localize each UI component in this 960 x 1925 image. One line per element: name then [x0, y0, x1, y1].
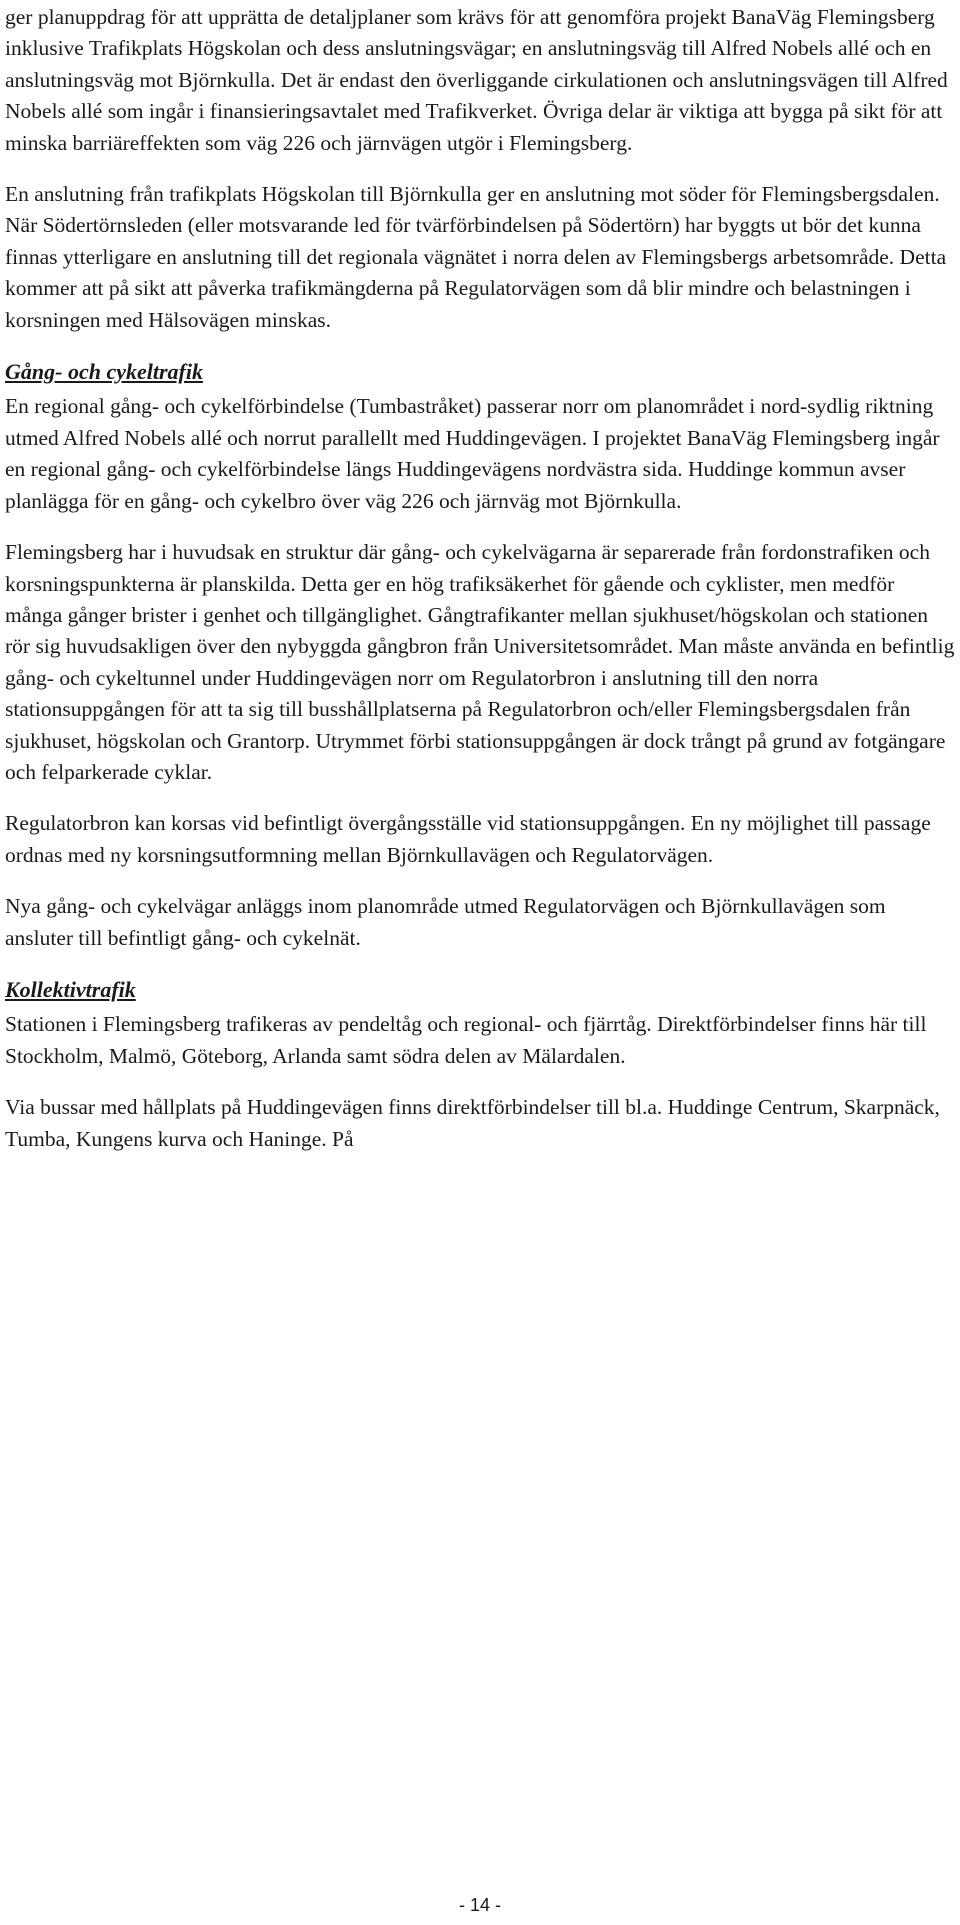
paragraph-tumbastraket: En regional gång- och cykelförbindelse (Tumbastråket) passerar norr om planområdet i nord-sydlig riktning utmed Alfred Nobels allé och norrut parallellt med Huddingevägen. I projektet BanaVäg Flemingsberg ingår en regional gång- och cykelförbindelse längs Huddingevägens nordvästra sida. Huddinge kommun avser planlägga för en gång- och cykelbro över väg 226 och järnväg mot Björnkulla. [5, 394, 940, 513]
paragraph-station: Stationen i Flemingsberg trafikeras av pendeltåg och regional- och fjärrtåg. Direktförbindelser finns här till Stockholm, Malmö, Göteborg, Arlanda samt södra delen av Mälardalen. [5, 1012, 927, 1068]
heading-public-transport: Kollektivtrafik [5, 976, 136, 1002]
paragraph-regulatorbron: Regulatorbron kan korsas vid befintligt övergångsställe vid stationsuppgången. En ny möjlighet till passage ordnas med ny korsningsutformning mellan Björnkullavägen och Regulatorvägen. [5, 811, 931, 867]
paragraph-flemingsberg-structure: Flemingsberg har i huvudsak en struktur där gång- och cykelvägarna är separerade från fordonstrafiken och korsningspunkterna är planskilda. Detta ger en hög trafiksäkerhet för gående och cyklister, men medför många gånger brister i genhet och tillgänglighet. Gångtrafikanter mellan sjukhuset/högskolan och stationen rör sig huvudsakligen över den nybyggda gångbron från Universitetsområdet. Man måste använda en befintlig gång- och cykeltunnel under Huddingevägen norr om Regulatorbron i anslutning till den norra stationsuppgången för att ta sig till busshållplatserna på Regulatorbron och/eller Flemingsbergsdalen från sjukhuset, högskolan och Grantorp. Utrymmet förbi stationsuppgången är dock trångt på grund av fotgängare och felparkerade cyklar. [5, 540, 955, 784]
document-page [5, 2, 955, 1155]
paragraph-planuppdrag: ger planuppdrag för att upprätta de detaljplaner som krävs för att genomföra projekt BanaVäg Flemingsberg inklusive Trafikplats Högskolan och dess anslutningsvägar; en anslutningsväg till Alfred Nobels allé och en anslutningsväg mot Björnkulla. Det är endast den överliggande cirkulationen och anslutningsvägen till Alfred Nobels allé som ingår i finansieringsavtalet med Trafikverket. Övriga delar är viktiga att bygga på sikt för att minska barriäreffekten som väg 226 och järnvägen utgör i Flemingsberg. [5, 5, 948, 155]
paragraph-anslutning-bjornkulla: En anslutning från trafikplats Högskolan till Björnkulla ger en anslutning mot söder för Flemingsbergsdalen. När Södertörnsleden (eller motsvarande led för tvärförbindelsen på Södertörn) har byggts ut bör det kunna finnas ytterligare en anslutning till det regionala vägnätet i norra delen av Flemingsbergs arbetsområde. Detta kommer att på sikt att påverka trafikmängderna på Regulatorvägen som då blir mindre och belastningen i korsningen med Hälsovägen minskas. [5, 182, 947, 332]
paragraph-new-paths: Nya gång- och cykelvägar anläggs inom planområde utmed Regulatorvägen och Björnkullavägen som ansluter till befintligt gång- och cykelnät. [5, 894, 886, 950]
heading-walk-bike: Gång- och cykeltrafik [5, 359, 203, 385]
paragraph-buses: Via bussar med hållplats på Huddingevägen finns direktförbindelser till bl.a. Huddinge Centrum, Skarpnäck, Tumba, Kungens kurva och Haninge. På [5, 1095, 940, 1151]
page-number: - 14 - [458, 1895, 501, 1915]
